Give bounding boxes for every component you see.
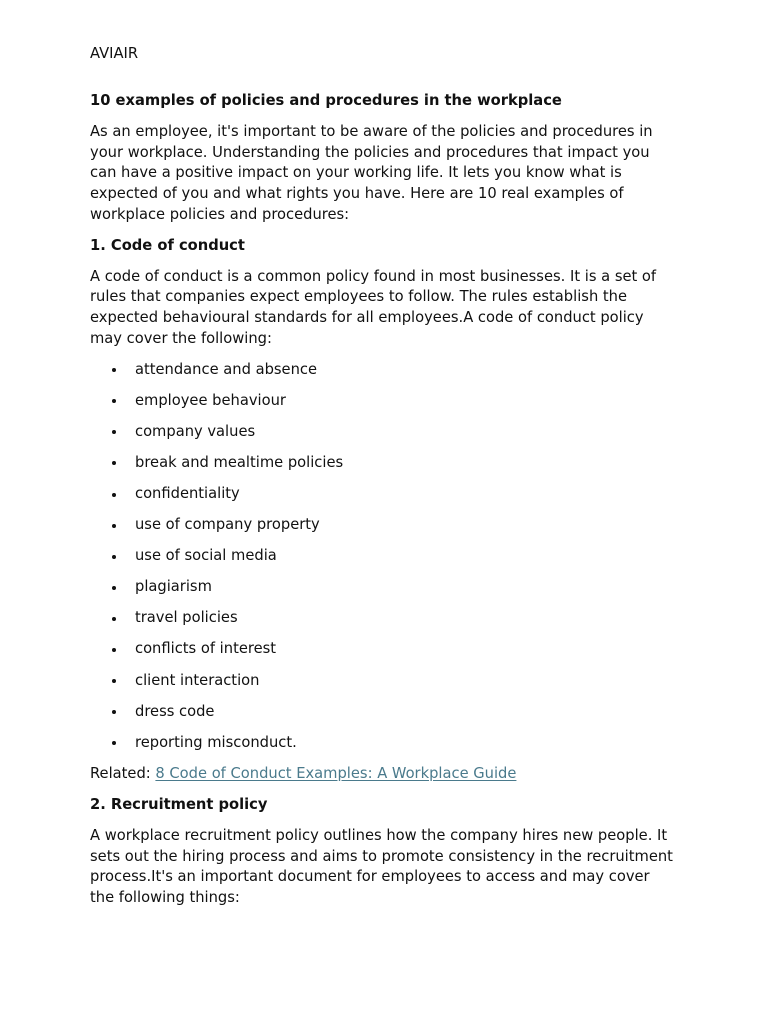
list-item <box>90 639 678 660</box>
section-heading-recruitment-policy: 2. Recruitment policy <box>90 795 268 813</box>
list-item <box>90 453 678 474</box>
related-article-link[interactable]: 8 Code of Conduct Examples: A Workplace Guide <box>155 764 517 782</box>
bullet-icon <box>112 617 116 621</box>
code-of-conduct-list <box>90 360 678 754</box>
list-item <box>90 733 678 754</box>
bullet-icon <box>112 555 116 559</box>
list-item <box>90 608 678 629</box>
bullet-icon <box>112 461 116 465</box>
bullet-icon <box>112 493 116 497</box>
list-item <box>90 702 678 723</box>
bullet-icon <box>112 741 116 745</box>
related-line <box>90 764 678 785</box>
list-item-text: dress code <box>135 702 215 720</box>
list-item-text: confidentiality <box>135 485 240 502</box>
list-item <box>90 577 678 598</box>
bullet-icon <box>112 524 116 528</box>
bullet-icon <box>112 430 116 434</box>
related-prefix: Related: <box>90 764 156 782</box>
list-item <box>90 360 678 381</box>
list-item-text: use of company property <box>135 516 320 534</box>
bullet-icon <box>112 399 116 403</box>
list-item-text: use of social media <box>135 547 277 565</box>
list-item-text: employee behaviour <box>135 391 286 409</box>
code-of-conduct-paragraph: A code of conduct is a common policy found in most businesses. It is a set of rules that companies expect employees to follow. The rules establish the expected behavioural standards for all employees.A code of conduct policy may cover the following: <box>90 267 657 347</box>
list-item-text: travel policies <box>135 609 238 627</box>
bullet-icon <box>112 648 116 652</box>
list-item <box>90 484 678 505</box>
list-item-text: company values <box>135 422 256 440</box>
list-item-text: plagiarism <box>135 578 212 596</box>
section-heading-code-of-conduct: 1. Code of conduct <box>90 236 245 254</box>
bullet-icon <box>112 368 116 372</box>
list-item <box>90 671 678 692</box>
list-item <box>90 515 678 536</box>
page-title: 10 examples of policies and procedures in the workplace <box>90 91 562 109</box>
list-item-text: conflicts of interest <box>135 640 277 658</box>
brand-name: AVIAIR <box>90 45 139 62</box>
list-item <box>90 546 678 567</box>
list-item-text: attendance and absence <box>135 360 318 378</box>
list-item-text: client interaction <box>135 671 260 689</box>
bullet-icon <box>112 710 116 714</box>
list-item-text: break and mealtime policies <box>135 453 344 471</box>
intro-paragraph: As an employee, it's important to be aware of the policies and procedures in your workplace. Understanding the policies and procedures that impact you can have a positive impact on your working life. It lets you know what is expected of you and what rights you have. Here are 10 real examples of workplace policies and procedures: <box>90 123 653 223</box>
list-item <box>90 391 678 412</box>
bullet-icon <box>112 679 116 683</box>
list-item-text: reporting misconduct. <box>135 733 297 751</box>
recruitment-policy-paragraph: A workplace recruitment policy outlines how the company hires new people. It sets out the hiring process and aims to promote consistency in the recruitment process.It's an important document for employees to access and may cover the following things: <box>90 827 673 906</box>
list-item <box>90 422 678 443</box>
bullet-icon <box>112 586 116 590</box>
